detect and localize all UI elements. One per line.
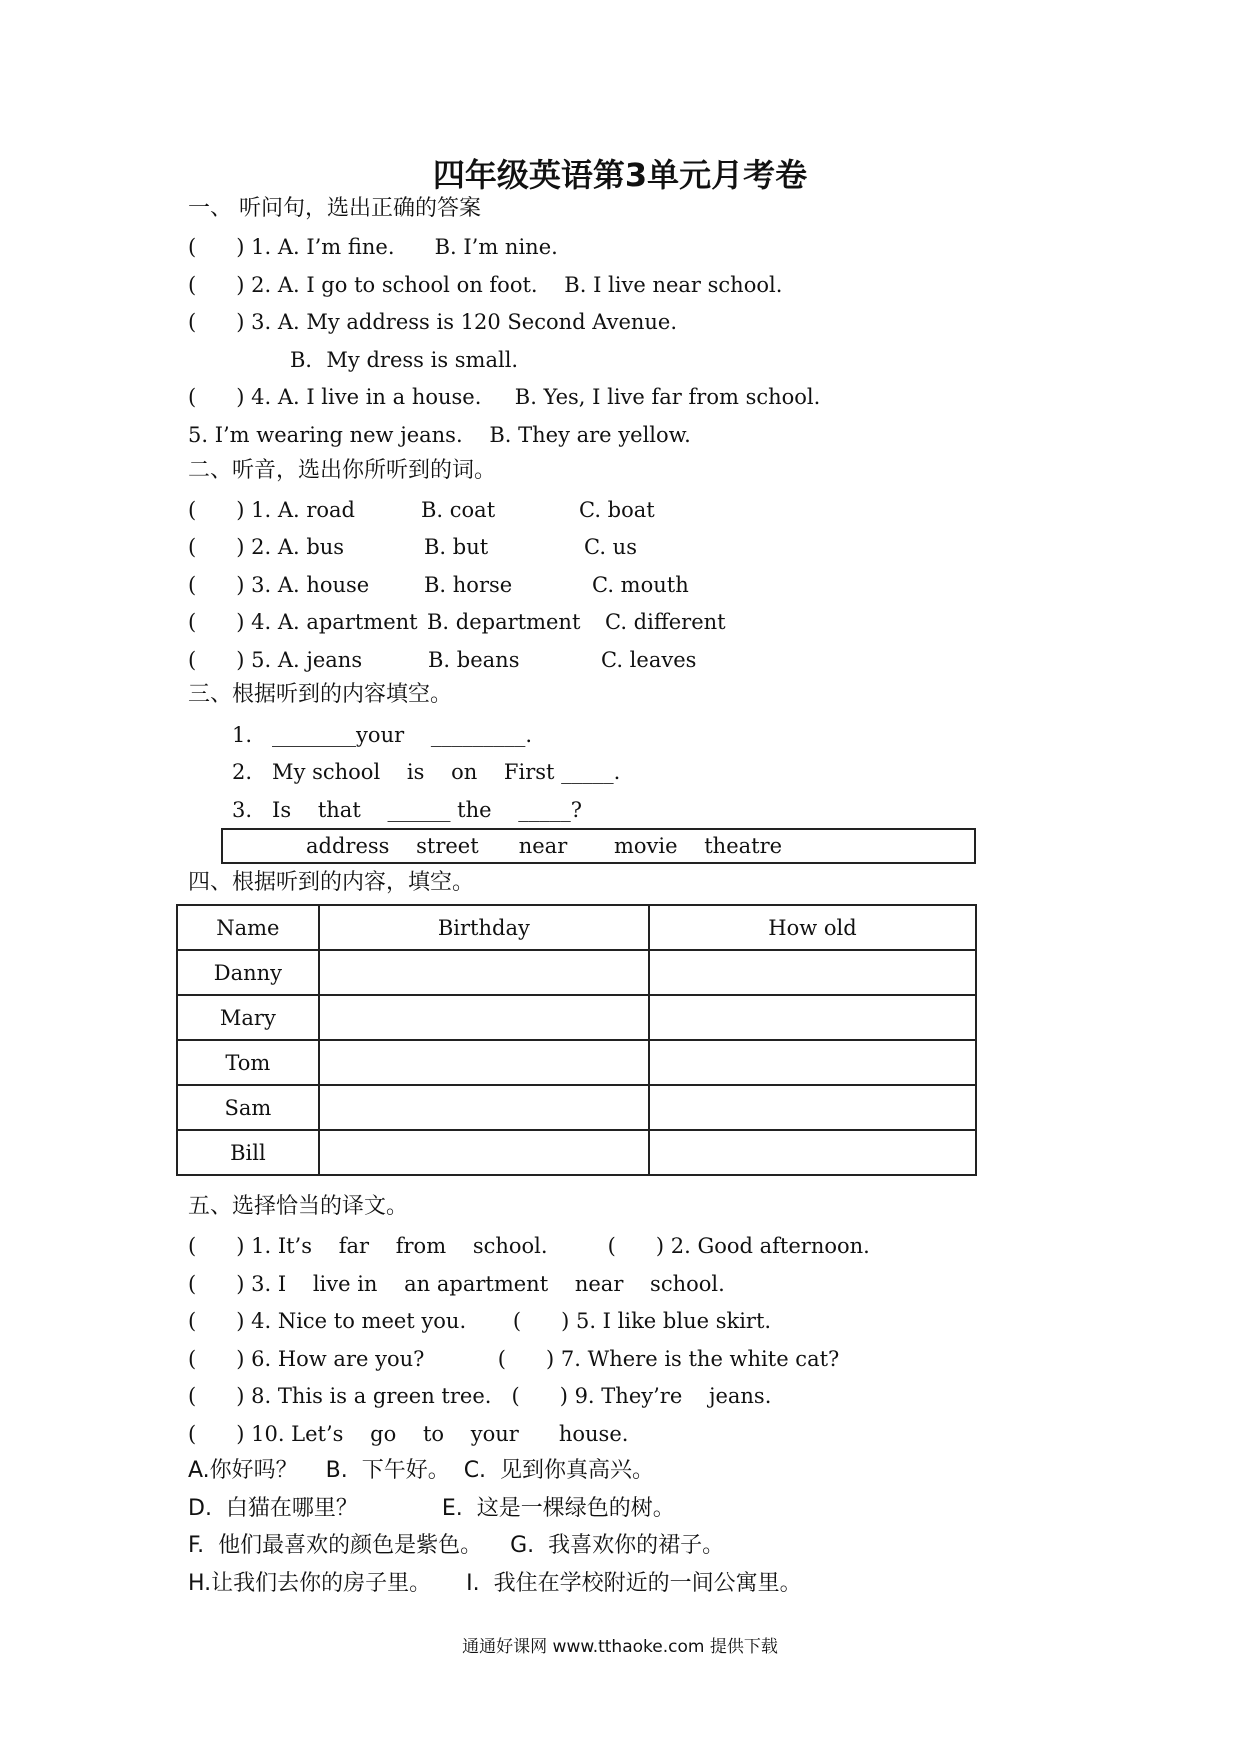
sec2-q5-b: B. beans	[428, 648, 520, 672]
sec5-line4: ( ) 6. How are you? ( ) 7. Where is the white cat?	[188, 1347, 840, 1371]
birthday-cell[interactable]	[319, 1085, 649, 1130]
birthday-cell[interactable]	[319, 950, 649, 995]
sec2-q1-b: B. coat	[421, 498, 496, 522]
sec1-q3: ( ) 3. A. My address is 120 Second Avenue.	[188, 310, 678, 334]
name-cell: Bill	[177, 1130, 319, 1175]
header-how-old: How old	[649, 905, 976, 950]
sec5-line2: ( ) 3. I live in an apartment near school.	[188, 1272, 725, 1296]
sec1-q1: ( ) 1. A. I’m fine. B. I’m nine.	[188, 235, 558, 259]
sec2-q2: ( ) 2. A. bus	[188, 535, 345, 559]
sec1-q2: ( ) 2. A. I go to school on foot. B. I live near school.	[188, 273, 783, 297]
name-cell: Tom	[177, 1040, 319, 1085]
sec2-q1: ( ) 1. A. road	[188, 498, 355, 522]
sec5-options-1: A.你好吗？ B. 下午好。 C. 见到你真高兴。	[188, 1458, 655, 1483]
section3-heading: 三、根据听到的内容填空。	[188, 682, 453, 707]
sec2-q3: ( ) 3. A. house	[188, 573, 370, 597]
sec5-options-3: F. 他们最喜欢的颜色是紫色。 G. 我喜欢你的裙子。	[188, 1533, 725, 1558]
sec2-q2-b: B. but	[424, 535, 489, 559]
sec2-q5-c: C. leaves	[601, 648, 697, 672]
sec2-q4-b: B. department	[427, 610, 581, 634]
name-cell: Mary	[177, 995, 319, 1040]
sec2-q3-b: B. horse	[424, 573, 513, 597]
age-cell[interactable]	[649, 995, 976, 1040]
table-row	[177, 1040, 976, 1085]
table-row	[177, 1085, 976, 1130]
birthday-table	[176, 904, 977, 1176]
name-cell: Sam	[177, 1085, 319, 1130]
sec1-q4: ( ) 4. A. I live in a house. B. Yes, I live far from school.	[188, 385, 821, 409]
sec3-q2: 2. My school is on First _____.	[232, 760, 621, 784]
table-row	[177, 995, 976, 1040]
name-cell: Danny	[177, 950, 319, 995]
sec2-q3-c: C. mouth	[592, 573, 689, 597]
table-header-row	[177, 905, 976, 950]
word-bank-box	[221, 828, 976, 864]
age-cell[interactable]	[649, 950, 976, 995]
page-title: 四年级英语第3单元月考卷	[432, 156, 808, 194]
birthday-cell[interactable]	[319, 1040, 649, 1085]
sec1-q3-optionb: B．My dress is small.	[290, 348, 519, 372]
sec2-q2-c: C. us	[584, 535, 637, 559]
sec2-q5: ( ) 5. A. jeans	[188, 648, 363, 672]
section4-heading: 四、根据听到的内容，填空。	[188, 870, 475, 895]
sec5-line5: ( ) 8. This is a green tree. ( ) 9. They’re jeans.	[188, 1384, 772, 1408]
sec5-options-4: H.让我们去你的房子里。 I. 我住在学校附近的一间公寓里。	[188, 1571, 802, 1596]
birthday-cell[interactable]	[319, 995, 649, 1040]
sec5-options-2: D. 白猫在哪里？ E. 这是一棵绿色的树。	[188, 1496, 675, 1521]
sec5-line1: ( ) 1. It’s far from school. ( ) 2. Good afternoon.	[188, 1234, 870, 1258]
header-name: Name	[177, 905, 319, 950]
section5-heading: 五、选择恰当的译文。	[188, 1194, 409, 1219]
age-cell[interactable]	[649, 1040, 976, 1085]
sec2-q4: ( ) 4. A. apartment	[188, 610, 418, 634]
birthday-cell[interactable]	[319, 1130, 649, 1175]
sec2-q1-c: C. boat	[579, 498, 655, 522]
footer-credit: 通通好课网 www.tthaoke.com 提供下载	[462, 1637, 778, 1657]
section2-heading: 二、听音，选出你所听到的词。	[188, 458, 497, 483]
word-bank: address street near movie theatre	[306, 834, 783, 858]
header-birthday: Birthday	[319, 905, 649, 950]
sec3-q1: 1. ________your _________.	[232, 723, 533, 747]
sec5-line3: ( ) 4. Nice to meet you. ( ) 5. I like blue skirt.	[188, 1309, 772, 1333]
sec3-q3: 3. Is that ______ the _____?	[232, 798, 582, 822]
sec5-line6: ( ) 10. Let’s go to your house.	[188, 1422, 629, 1446]
age-cell[interactable]	[649, 1130, 976, 1175]
section1-heading: 一、 听问句，选出正确的答案	[188, 196, 481, 221]
sec2-q4-c: C. different	[605, 610, 726, 634]
sec1-q5: 5. I’m wearing new jeans. B. They are yellow.	[188, 423, 691, 447]
table-row	[177, 1130, 976, 1175]
table-row	[177, 950, 976, 995]
age-cell[interactable]	[649, 1085, 976, 1130]
